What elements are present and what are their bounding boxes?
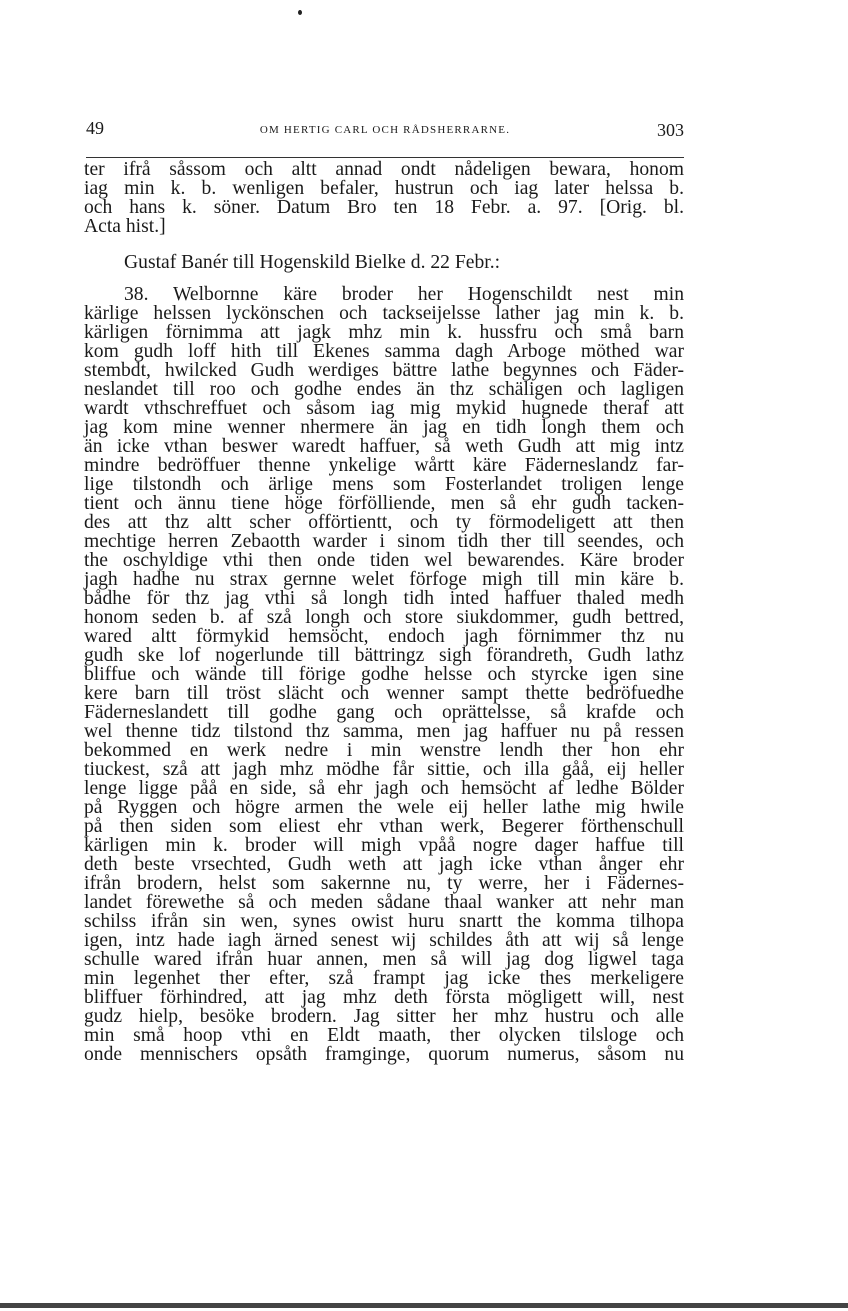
text-line: min små hoop vthi en Eldt maath, ther olycken tilsloge och xyxy=(84,1025,684,1046)
text-line: the oschyldige vthi then onde tiden wel bewarendes. Käre broder xyxy=(84,550,684,571)
letter-paragraph xyxy=(84,285,684,1064)
text-line: ter ifrå såssom och altt annad ondt nådeligen bewara, honom xyxy=(84,159,684,180)
text-line: bekommed en werk nedre i min wenstre lendh ther hon ehr xyxy=(84,740,684,761)
text-line: honom seden b. af szå longh och store siukdommer, gudh bettred, xyxy=(84,607,684,628)
letter-heading: Gustaf Banér till Hogenskild Bielke d. 22 Febr.: xyxy=(124,252,501,273)
text-line: onde mennischers opsåth framginge, quorum numerus, såsom nu xyxy=(84,1044,684,1065)
running-title: OM HERTIG CARL OCH RÅDSHERRARNE. xyxy=(259,124,511,136)
text-line: min legenhet ther efter, szå frampt jag icke thes merkeligere xyxy=(84,968,684,989)
body-text xyxy=(84,160,684,1064)
text-line: neslandet till roo och godhe endes än thz schäligen och lagligen xyxy=(84,379,684,400)
text-line: wel thenne tidz tilstond thz samma, men jag haffuer nu på ressen xyxy=(84,721,684,742)
page-header xyxy=(86,118,684,148)
text-line: än icke vthan beswer waredt haffuer, så weth Gudh att mig intz xyxy=(84,436,684,457)
text-line: på Ryggen och högre armen the wele eij heller lathe mig hwile xyxy=(84,797,684,818)
text-line: 38. Welbornne käre broder her Hogenschildt nest min xyxy=(124,284,684,305)
text-line: stembdt, hwilcked Gudh werdiges bättre lathe begynnes och Fäder- xyxy=(84,360,684,381)
text-line: kom gudh loff hith till Ekenes samma dagh Arboge möthed war xyxy=(84,341,684,362)
header-rule xyxy=(86,157,684,158)
letter-end-paragraph xyxy=(84,160,684,236)
text-line: kärligen min k. broder will migh vpåå nogre dager haffue till xyxy=(84,835,684,856)
text-line: bliffuer förhindred, att jag mhz deth första mögligett will, nest xyxy=(84,987,684,1008)
text-line: wared altt förmykid hemsöcht, endoch jagh förnimmer thz nu xyxy=(84,626,684,647)
text-line: deth beste vrsechted, Gudh weth att jagh icke vthan ånger ehr xyxy=(84,854,684,875)
text-line: jag kom mine wenner nhermere än jag en tidh longh them och xyxy=(84,417,684,438)
text-line: bådhe för thz jag vthi så longh tidh inted haffuer thaled medh xyxy=(84,588,684,609)
text-line: wardt vthschreffuet och såsom iag mig mykid hugnede theraf att xyxy=(84,398,684,419)
text-line: gudz hielp, besöke brodern. Jag sitter her mhz hustru och alle xyxy=(84,1006,684,1027)
text-line: och hans k. söner. Datum Bro ten 18 Febr. a. 97. [Orig. bl. xyxy=(84,197,684,218)
text-line: tiuckest, szå att jagh mhz mödhe får sittie, och illa gåå, eij heller xyxy=(84,759,684,780)
text-line: jagh hadhe nu strax gernne welet förfoge migh till min käre b. xyxy=(84,569,684,590)
text-line: kärligen förnimma att jagk mhz min k. hussfru och små barn xyxy=(84,322,684,343)
printer-mark xyxy=(298,10,302,15)
text-line: landet förewethe så och meden sådane thaal wanker att nehr man xyxy=(84,892,684,913)
text-line: Acta hist.] xyxy=(84,216,166,237)
text-line: kere barn till tröst slächt och wenner sampt thette bedröfuedhe xyxy=(84,683,684,704)
text-line: Fäderneslandett till godhe gang och oprättelsse, så krafde och xyxy=(84,702,684,723)
text-line: tient och ännu tiene höge förfölliende, men så ehr gudh tacken- xyxy=(84,493,684,514)
text-line: mindre bedröffuer thenne ynkelige wårtt käre Fäderneslandz far- xyxy=(84,455,684,476)
text-line: bliffue och wände till förige godhe helsse och styrcke igen sine xyxy=(84,664,684,685)
bottom-edge xyxy=(0,1303,848,1308)
text-line: iag min k. b. wenligen befaler, hustrun och iag later helssa b. xyxy=(84,178,684,199)
text-line: kärlige helssen lyckönschen och tackseijelsse lather jag min k. b. xyxy=(84,303,684,324)
folio-number: 49 xyxy=(86,118,104,138)
text-line: igen, intz hade iagh ärned senest wij schildes åth att wij så lenge xyxy=(84,930,684,951)
text-line: ifrån brodern, helst som sakernne nu, ty werre, her i Fädernes- xyxy=(84,873,684,894)
text-line: gudh ske lof nogerlunde till bättringz sigh förandreth, Gudh lathz xyxy=(84,645,684,666)
text-line: lige tilstondh och ärlige mens som Fosterlandet troligen lenge xyxy=(84,474,684,495)
text-line: des att thz altt scher offörtientt, och ty förmodeligett att then xyxy=(84,512,684,533)
page-number: 303 xyxy=(657,120,684,140)
text-line: lenge ligge påå en side, så ehr jagh och hemsöcht af ledhe Bölder xyxy=(84,778,684,799)
text-line: mechtige herren Zebaotth warder i sinom tidh ther till seendes, och xyxy=(84,531,684,552)
text-line: schilss ifrån sin wen, synes owist huru snartt the komma tilhopa xyxy=(84,911,684,932)
text-line: på then siden som eliest ehr vthan werk, Begerer förthenschull xyxy=(84,816,684,837)
text-line: schulle wared ifrån huar annen, men så will jag dog ligwel taga xyxy=(84,949,684,970)
